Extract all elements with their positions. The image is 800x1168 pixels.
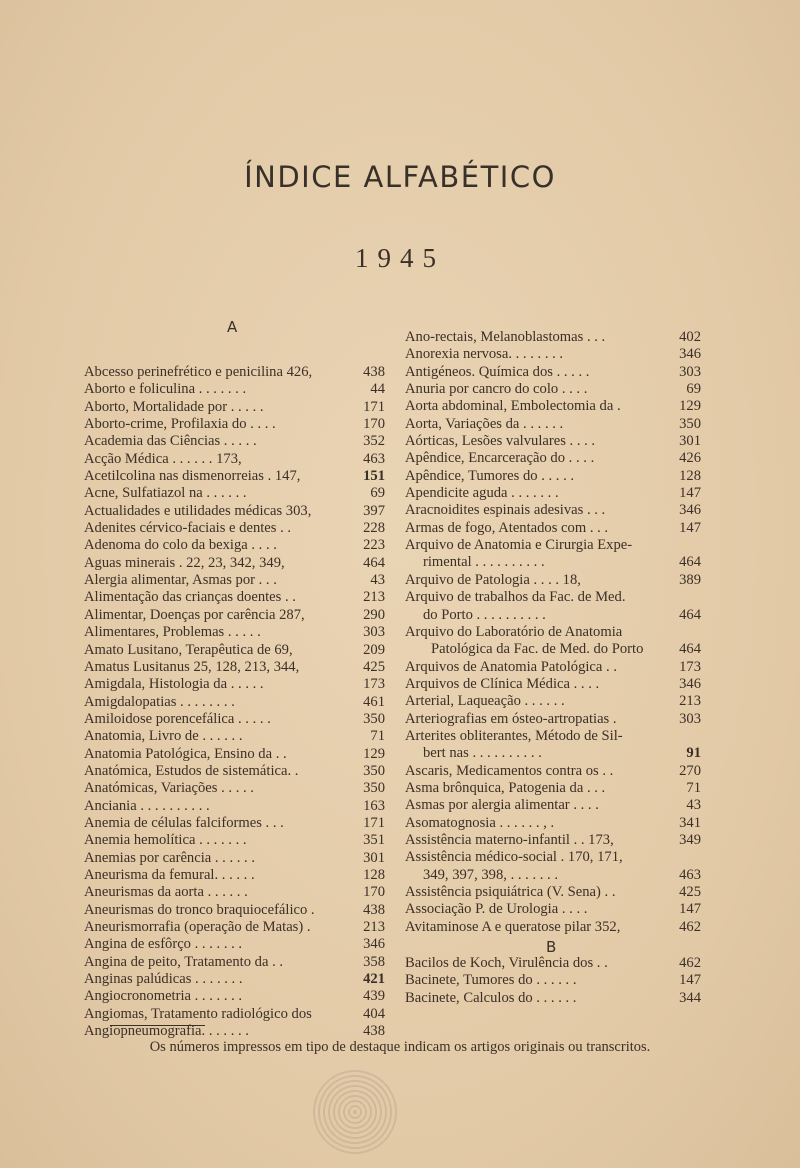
entry-page: 425 (363, 658, 385, 675)
entry-page (673, 624, 701, 641)
index-entry (405, 815, 701, 832)
entry-term: Aorta abdominal, Embolectomia da . (405, 398, 621, 415)
entry-term: Assistência médico-social . 170, 171, (405, 849, 623, 866)
entry-page: 129 (679, 398, 701, 415)
entry-term: Arquivos de Clínica Médica . . . . (405, 675, 600, 692)
entry-page: 209 (363, 641, 385, 658)
entry-term: Ascaris, Medicamentos contra os . . (405, 762, 614, 779)
entry-page: 352 (363, 433, 385, 450)
entry-term: Aborto e foliculina . . . . . . . (84, 381, 247, 398)
entry-page: 464 (679, 606, 701, 623)
entry-page: 438 (363, 901, 385, 918)
index-entry (405, 607, 701, 624)
entry-page: 463 (679, 866, 701, 883)
index-entry (405, 554, 701, 571)
entry-page: 404 (363, 1005, 385, 1022)
entry-term: Arquivo do Laboratório de Anatomia (405, 623, 623, 640)
entry-term: Anemia de células falciformes . . . (84, 814, 284, 831)
index-entry (405, 589, 701, 606)
index-entry (405, 450, 701, 467)
index-entry (84, 381, 385, 398)
index-entry (84, 954, 385, 971)
entry-term: Alergia alimentar, Asmas por . . . (84, 572, 277, 589)
index-entry (405, 624, 701, 641)
entry-page: 223 (363, 537, 385, 554)
entry-term: Apendicite aguda . . . . . . . (405, 485, 559, 502)
entry-term: Assistência materno-infantil . . 173, (405, 831, 614, 848)
entry-term: Amigdala, Histologia da . . . . . (84, 676, 264, 693)
entry-term: Aneurismas do tronco braquiocefálico . (84, 901, 315, 918)
index-entry (84, 711, 385, 728)
index-entry (405, 919, 701, 936)
index-entry (84, 1006, 385, 1023)
entry-term: Acção Médica . . . . . . 173, (84, 450, 242, 467)
entry-term: Asomatognosia . . . . . . , . (405, 814, 555, 831)
entry-page: 290 (363, 606, 385, 623)
index-entry (84, 694, 385, 711)
index-entry (405, 329, 701, 346)
entry-page: 346 (679, 675, 701, 692)
entry-term: Anatomia Patológica, Ensino da . . (84, 745, 287, 762)
entry-term: Adenoma do colo da bexiga . . . . (84, 537, 277, 554)
index-entry (405, 468, 701, 485)
entry-page: 439 (363, 988, 385, 1005)
index-entry (84, 902, 385, 919)
index-entry (84, 642, 385, 659)
entry-term: Anatómica, Estudos de sistemática. . (84, 762, 299, 779)
index-entry (405, 884, 701, 901)
entry-term: Arquivos de Anatomia Patológica . . (405, 658, 617, 675)
entry-page: 349 (679, 831, 701, 848)
index-entry (405, 398, 701, 415)
entry-term: Aorta, Variações da . . . . . . (405, 415, 564, 432)
index-entry (405, 572, 701, 589)
index-entry (405, 990, 701, 1007)
index-entry (84, 798, 385, 815)
entry-term: Arterites obliterantes, Método de Sil- (405, 727, 623, 744)
index-entry (405, 433, 701, 450)
entry-term: Anatomia, Livro de . . . . . . (84, 728, 243, 745)
index-entry (405, 763, 701, 780)
entry-term: Arquivo de Anatomia e Cirurgia Expe- (405, 537, 633, 554)
entry-page (673, 537, 701, 554)
index-entry (405, 346, 701, 363)
index-entry (405, 797, 701, 814)
entry-page: 228 (363, 520, 385, 537)
entry-page: 213 (363, 589, 385, 606)
entry-term: Aneurismorrafia (operação de Matas) . (84, 919, 311, 935)
entry-page: 43 (686, 797, 701, 814)
entry-term: 349, 397, 398, . . . . . . . (423, 866, 558, 883)
index-entry (84, 624, 385, 641)
entry-term: Amigdalopatias . . . . . . . . (84, 693, 235, 710)
index-entry (405, 972, 701, 989)
entry-page: 213 (679, 693, 701, 710)
entry-page: 303 (679, 710, 701, 727)
entry-page: 151 (363, 468, 385, 485)
entry-term: Avitaminose A e queratose pilar 352, (405, 918, 621, 935)
index-entry (405, 485, 701, 502)
entry-term: Bacilos de Koch, Virulência dos . . (405, 955, 608, 971)
entry-term: Anciania . . . . . . . . . . (84, 797, 210, 814)
entry-page: 425 (679, 884, 701, 900)
index-entry (84, 485, 385, 502)
index-entry (405, 676, 701, 693)
index-entry (405, 693, 701, 710)
entry-page: 147 (679, 901, 701, 918)
entry-page: 147 (679, 519, 701, 536)
entry-page: 464 (679, 641, 701, 658)
entry-term: do Porto . . . . . . . . . . (423, 606, 546, 623)
index-entry (84, 451, 385, 468)
entry-page (673, 728, 701, 745)
entry-term: Angiomas, Tratamento radiológico dos (84, 1005, 312, 1022)
index-entry (84, 572, 385, 589)
entry-page: 171 (363, 398, 385, 415)
entry-page: 402 (679, 329, 701, 345)
entry-term: Aneurisma da femural. . . . . . (84, 866, 255, 883)
entry-term: Bacinete, Calculos do . . . . . . (405, 989, 577, 1006)
entry-term: Anatómicas, Variações . . . . . (84, 780, 254, 797)
entry-term: Asma brônquica, Patogenia da . . . (405, 779, 606, 796)
entry-page: 350 (363, 710, 385, 727)
index-entry (405, 416, 701, 433)
index-entry (84, 589, 385, 606)
entry-term: Anuria por cancro do colo . . . . (405, 381, 588, 398)
entry-term: Antigéneos. Química dos . . . . . (405, 363, 590, 380)
entry-page: 91 (686, 745, 701, 762)
index-entry (84, 399, 385, 416)
index-entry (84, 867, 385, 884)
entry-term: Apêndice, Encarceração do . . . . (405, 450, 595, 467)
index-entry (84, 763, 385, 780)
index-entry (405, 364, 701, 381)
entry-term: Alimentar, Doenças por carência 287, (84, 606, 305, 623)
index-entry (405, 901, 701, 918)
index-entry (84, 537, 385, 554)
entry-term: Aguas minerais . 22, 23, 342, 349, (84, 554, 285, 571)
entry-term: Anginas palúdicas . . . . . . . (84, 971, 243, 988)
entry-page: 170 (363, 884, 385, 901)
entry-term: Aborto-crime, Profilaxia do . . . . (84, 416, 276, 433)
entry-term: Acne, Sulfatiazol na . . . . . . (84, 485, 247, 502)
entry-term: Arterial, Laqueação . . . . . . (405, 693, 565, 710)
index-entry (405, 728, 701, 745)
index-entry (84, 919, 385, 936)
entry-page: 173 (679, 658, 701, 675)
entry-term: Abcesso perinefrético e penicilina 426, (84, 364, 313, 380)
entry-term: Patológica da Fac. de Med. do Porto (431, 641, 644, 658)
entry-term: Amatus Lusitanus 25, 128, 213, 344, (84, 658, 300, 675)
entry-term: Aborto, Mortalidade por . . . . . (84, 398, 264, 415)
entry-page: 438 (363, 1023, 385, 1040)
entry-page: 171 (363, 814, 385, 831)
index-entry (84, 728, 385, 745)
index-entry (405, 745, 701, 762)
entry-page: 346 (679, 346, 701, 363)
entry-page: 303 (363, 624, 385, 641)
entry-page: 462 (679, 918, 701, 935)
index-entry (84, 607, 385, 624)
entry-page: 351 (363, 832, 385, 849)
entry-page: 350 (363, 780, 385, 797)
entry-page: 173 (363, 676, 385, 693)
entry-page: 43 (370, 572, 385, 589)
entry-page: 69 (686, 381, 701, 398)
entry-page: 344 (679, 989, 701, 1006)
entry-page: 464 (679, 554, 701, 571)
index-entry (84, 936, 385, 953)
index-entry (405, 381, 701, 398)
entry-term: Asmas por alergia alimentar . . . . (405, 797, 599, 814)
entry-term: Angiopneumografia. . . . . . . (84, 1023, 249, 1040)
entry-page: 462 (679, 955, 701, 971)
entry-page: 71 (686, 779, 701, 796)
page-title: ÍNDICE ALFABÉTICO (244, 160, 556, 194)
index-entry (84, 555, 385, 572)
entry-term: Angina de peito, Tratamento da . . (84, 953, 284, 970)
index-entry (405, 502, 701, 519)
entry-page (673, 589, 701, 606)
index-entry (405, 955, 701, 972)
entry-term: Aórticas, Lesões valvulares . . . . (405, 433, 596, 450)
index-entry (84, 468, 385, 485)
entry-page: 438 (363, 364, 385, 380)
index-entry (405, 520, 701, 537)
entry-term: Angiocronometria . . . . . . . (84, 988, 243, 1005)
index-entry (84, 850, 385, 867)
entry-page: 71 (370, 728, 385, 745)
entry-term: Armas de fogo, Atentados com . . . (405, 519, 609, 536)
index-entry (84, 364, 385, 381)
section-heading-a: A (227, 318, 238, 336)
index-column-right-b (405, 955, 701, 1007)
index-entry (405, 659, 701, 676)
entry-term: Ano-rectais, Melanoblastomas . . . (405, 329, 606, 345)
index-entry (84, 971, 385, 988)
entry-page: 128 (363, 866, 385, 883)
entry-term: Bacinete, Tumores do . . . . . . (405, 972, 577, 989)
index-entry (84, 988, 385, 1005)
index-entry (84, 815, 385, 832)
entry-page: 341 (679, 814, 701, 831)
entry-page (673, 849, 701, 866)
index-entry (405, 711, 701, 728)
entry-page: 426 (679, 450, 701, 467)
entry-term: rimental . . . . . . . . . . (423, 554, 545, 571)
entry-page: 147 (679, 485, 701, 502)
entry-term: Alimentação das crianças doentes . . (84, 589, 296, 606)
footnote: Os números impressos em tipo de destaque indicam os artigos originais ou transcritos. (149, 1039, 651, 1055)
entry-term: Amato Lusitano, Terapêutica de 69, (84, 641, 293, 658)
index-column-left (84, 364, 385, 1040)
entry-term: Aracnoidites espinais adesivas . . . (405, 502, 606, 519)
entry-page: 358 (363, 953, 385, 970)
entry-page: 147 (679, 972, 701, 989)
entry-term: Actualidades e utilidades médicas 303, (84, 502, 312, 519)
entry-term: Arquivo de Patologia . . . . 18, (405, 571, 581, 588)
entry-term: bert nas . . . . . . . . . . (423, 745, 542, 762)
entry-page: 421 (363, 971, 385, 988)
entry-term: Adenites cérvico-faciais e dentes . . (84, 520, 292, 537)
entry-page: 128 (679, 467, 701, 484)
index-entry (84, 832, 385, 849)
entry-page: 303 (679, 363, 701, 380)
entry-page: 129 (363, 745, 385, 762)
entry-term: Alimentares, Problemas . . . . . (84, 624, 261, 641)
entry-term: Arteriografias em ósteo-artropatias . (405, 710, 617, 727)
entry-page: 170 (363, 416, 385, 433)
entry-term: Amiloidose porencefálica . . . . . (84, 710, 271, 727)
entry-page: 301 (679, 433, 701, 450)
entry-page: 69 (370, 485, 385, 502)
entry-term: Anemias por carência . . . . . . (84, 849, 256, 866)
entry-term: Angina de esfôrço . . . . . . . (84, 936, 243, 953)
entry-term: Aneurismas da aorta . . . . . . (84, 884, 248, 901)
entry-term: Assistência psiquiátrica (V. Sena) . . (405, 884, 616, 900)
entry-page: 397 (363, 502, 385, 519)
index-entry (405, 780, 701, 797)
entry-term: Apêndice, Tumores do . . . . . (405, 467, 575, 484)
index-column-right (405, 329, 701, 936)
index-entry (84, 659, 385, 676)
year: 1945 (355, 243, 445, 273)
index-entry (84, 780, 385, 797)
entry-page: 463 (363, 450, 385, 467)
entry-page: 464 (363, 554, 385, 571)
entry-page: 301 (363, 849, 385, 866)
entry-page: 270 (679, 762, 701, 779)
entry-page: 163 (363, 797, 385, 814)
entry-page: 346 (679, 502, 701, 519)
entry-page: 389 (679, 571, 701, 588)
index-entry (84, 520, 385, 537)
index-entry (84, 503, 385, 520)
entry-page: 44 (370, 381, 385, 398)
entry-page: 346 (363, 936, 385, 953)
entry-term: Associação P. de Urologia . . . . (405, 901, 588, 918)
section-heading-b: B (546, 938, 557, 956)
index-entry (84, 676, 385, 693)
index-entry (84, 884, 385, 901)
entry-page: 350 (363, 762, 385, 779)
index-entry (84, 416, 385, 433)
entry-page: 213 (363, 919, 385, 935)
entry-page: 350 (679, 415, 701, 432)
index-entry (405, 641, 701, 658)
entry-term: Arquivo de trabalhos da Fac. de Med. (405, 589, 626, 606)
footnote-rule (110, 1025, 205, 1026)
entry-term: Acetilcolina nas dismenorreias . 147, (84, 468, 301, 485)
entry-term: Anemia hemolítica . . . . . . . (84, 832, 247, 849)
library-stamp (313, 1070, 397, 1154)
entry-term: Academia das Ciências . . . . . (84, 433, 257, 450)
index-entry (405, 849, 701, 866)
index-entry (405, 867, 701, 884)
index-entry (405, 832, 701, 849)
entry-term: Anorexia nervosa. . . . . . . . (405, 346, 564, 363)
index-entry (84, 433, 385, 450)
entry-page: 461 (363, 693, 385, 710)
index-entry (84, 746, 385, 763)
index-entry (405, 537, 701, 554)
